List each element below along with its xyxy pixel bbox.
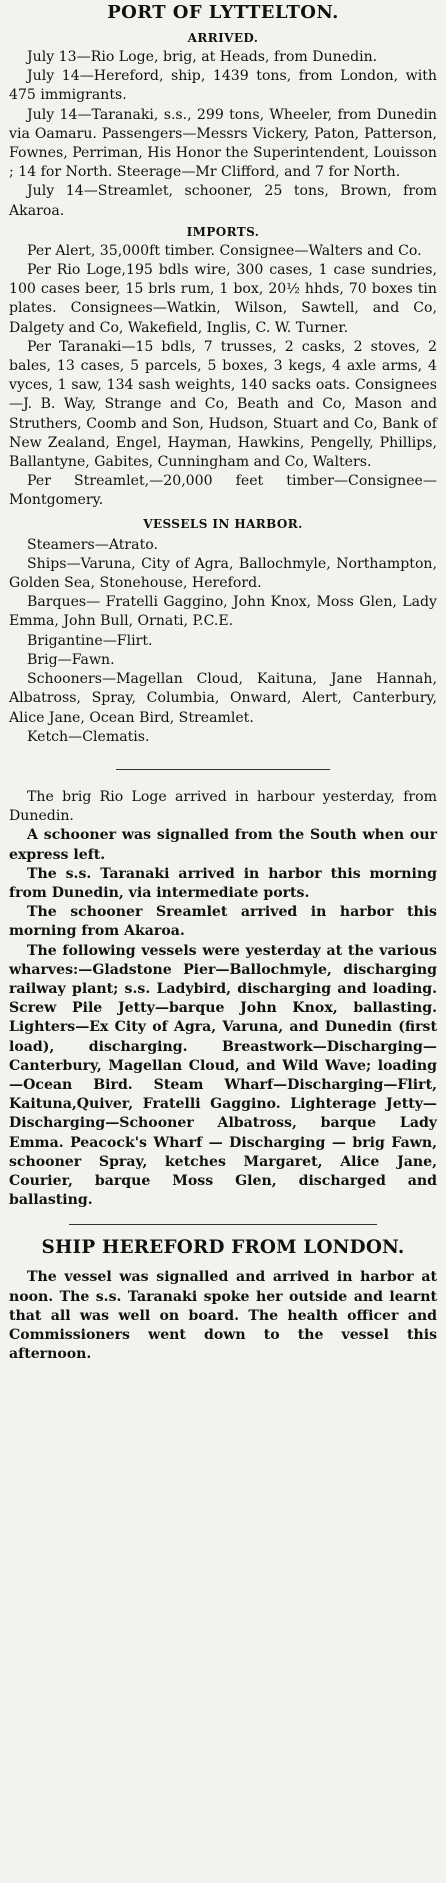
vessels-entry: Ketch—Clematis. bbox=[27, 728, 150, 745]
newspaper-column bbox=[3, 0, 443, 1364]
vessels-section bbox=[9, 517, 437, 747]
vessels-entry: Ships—Varuna, City of Agra, Ballochmyle, Northampton, Golden Sea, Stonehouse, Hereford. bbox=[9, 555, 437, 592]
arrived-section bbox=[9, 31, 437, 221]
hereford-section bbox=[9, 1237, 437, 1364]
vessels-entry: Barques— Fratelli Gaggino, John Knox, Moss Glen, Lady Emma, John Bull, Ornati, P.C.E. bbox=[9, 594, 437, 630]
arrived-entry: July 14—Hereford, ship, 1439 tons, from London, with 475 immigrants. bbox=[9, 68, 437, 104]
news-paragraph: The brig Rio Loge arrived in harbour yesterday, from Dunedin. bbox=[9, 788, 437, 825]
hereford-headline: SHIP HEREFORD FROM LONDON. bbox=[41, 1237, 405, 1259]
arrived-entry: July 14—Streamlet, schooner, 25 tons, Brown, from Akaroa. bbox=[9, 183, 437, 219]
arrived-entry: July 13—Rio Loge, brig, at Heads, from Dunedin. bbox=[27, 49, 378, 65]
news-paragraph: The s.s. Taranaki arrived in harbor this morning from Dunedin, via intermediate ports. bbox=[9, 865, 437, 901]
hereford-paragraph: The vessel was signalled and arrived in harbor at noon. The s.s. Taranaki spoke her outside and learnt that all was well on board. The health officer and Commissioners went down to the vessel this afternoon. bbox=[9, 1269, 437, 1363]
vessels-entry: Brigantine—Flirt. bbox=[27, 632, 153, 649]
imports-section bbox=[9, 225, 437, 511]
section-divider bbox=[69, 1224, 377, 1225]
shipping-news-section bbox=[9, 788, 437, 1210]
imports-entry: Per Alert, 35,000ft timber. Consignee—Walters and Co. bbox=[27, 242, 422, 259]
vessels-heading: VESSELS IN HARBOR. bbox=[143, 516, 303, 531]
news-paragraph: The schooner Sreamlet arrived in harbor this morning from Akaroa. bbox=[9, 904, 437, 940]
arrived-heading: ARRIVED. bbox=[187, 31, 259, 45]
imports-heading: IMPORTS. bbox=[186, 224, 260, 239]
arrived-entry: July 14—Taranaki, s.s., 299 tons, Wheeler, from Dunedin via Oamaru. Passengers—Messrs Vickery, Paton, Patterson, Fownes, Perriman, His Honor the Superintendent, Louisson ; 14 for North. Steerage—Mr Clifford, and 7 for North. bbox=[9, 106, 437, 181]
page-title: PORT OF LYTTELTON. bbox=[107, 2, 339, 23]
vessels-entry: Brig—Fawn. bbox=[27, 651, 115, 668]
imports-entry: Per Taranaki—15 bdls, 7 trusses, 2 casks, 2 stoves, 2 bales, 13 cases, 5 parcels, 5 boxes, 3 kegs, 4 axle arms, 4 vyces, 1 saw, 134 sash weights, 140 sacks oats. Consignees—J. B. Way, Strange and Co, Beath and Co, Mason and Struthers, Coomb and Son, Hudson, Stuart and Co, Bank of New Zealand, Engel, Hayman, Hawkins, Pengelly, Phillips, Ballantyne, Gabites, Cunningham and Co, Walters. bbox=[9, 338, 437, 471]
vessels-entry: Steamers—Atrato. bbox=[27, 536, 158, 553]
vessels-entry: Schooners—Magellan Cloud, Kaituna, Jane Hannah, Albatross, Spray, Columbia, Onward, Alert, Canterbury, Alice Jane, Ocean Bird, Streamlet. bbox=[9, 671, 437, 726]
imports-entry: Per Streamlet,—20,000 feet timber—Consignee—Montgomery. bbox=[9, 473, 437, 509]
section-divider bbox=[116, 769, 330, 770]
news-paragraph: The following vessels were yesterday at the various wharves:—Gladstone Pier—Ballochmyle, discharging railway plant; s.s. Ladybird, discharging and loading. Screw Pile Jetty—barque John Knox, ballasting. Lighters—Ex City of Agra, Varuna, and Dunedin (first load), discharging. Breastwork—Discharging—Canterbury, Magellan Cloud, and Wild Wave; loading—Ocean Bird. Steam Wharf—Discharging—Flirt, Kaituna,Quiver, Fratelli Gaggino. Lighterage Jetty—Discharging—Schooner Albatross, barque Lady Emma. Peacock's Wharf — Discharging — brig Fawn, schooner Spray, ketches Margaret, Alice Jane, Courier, barque Moss Glen, discharged and ballasting. bbox=[9, 942, 437, 1209]
imports-entry: Per Rio Loge,195 bdls wire, 300 cases, 1 case sundries, 100 cases beer, 15 brls rum, 1 box, 20½ hhds, 70 boxes tin plates. Consignees—Watkin, Wilson, Sawtell, and Co, Dalgety and Co, Wakefield, Inglis, C. W. Turner. bbox=[9, 262, 437, 336]
news-paragraph: A schooner was signalled from the South when our express left. bbox=[9, 827, 437, 863]
